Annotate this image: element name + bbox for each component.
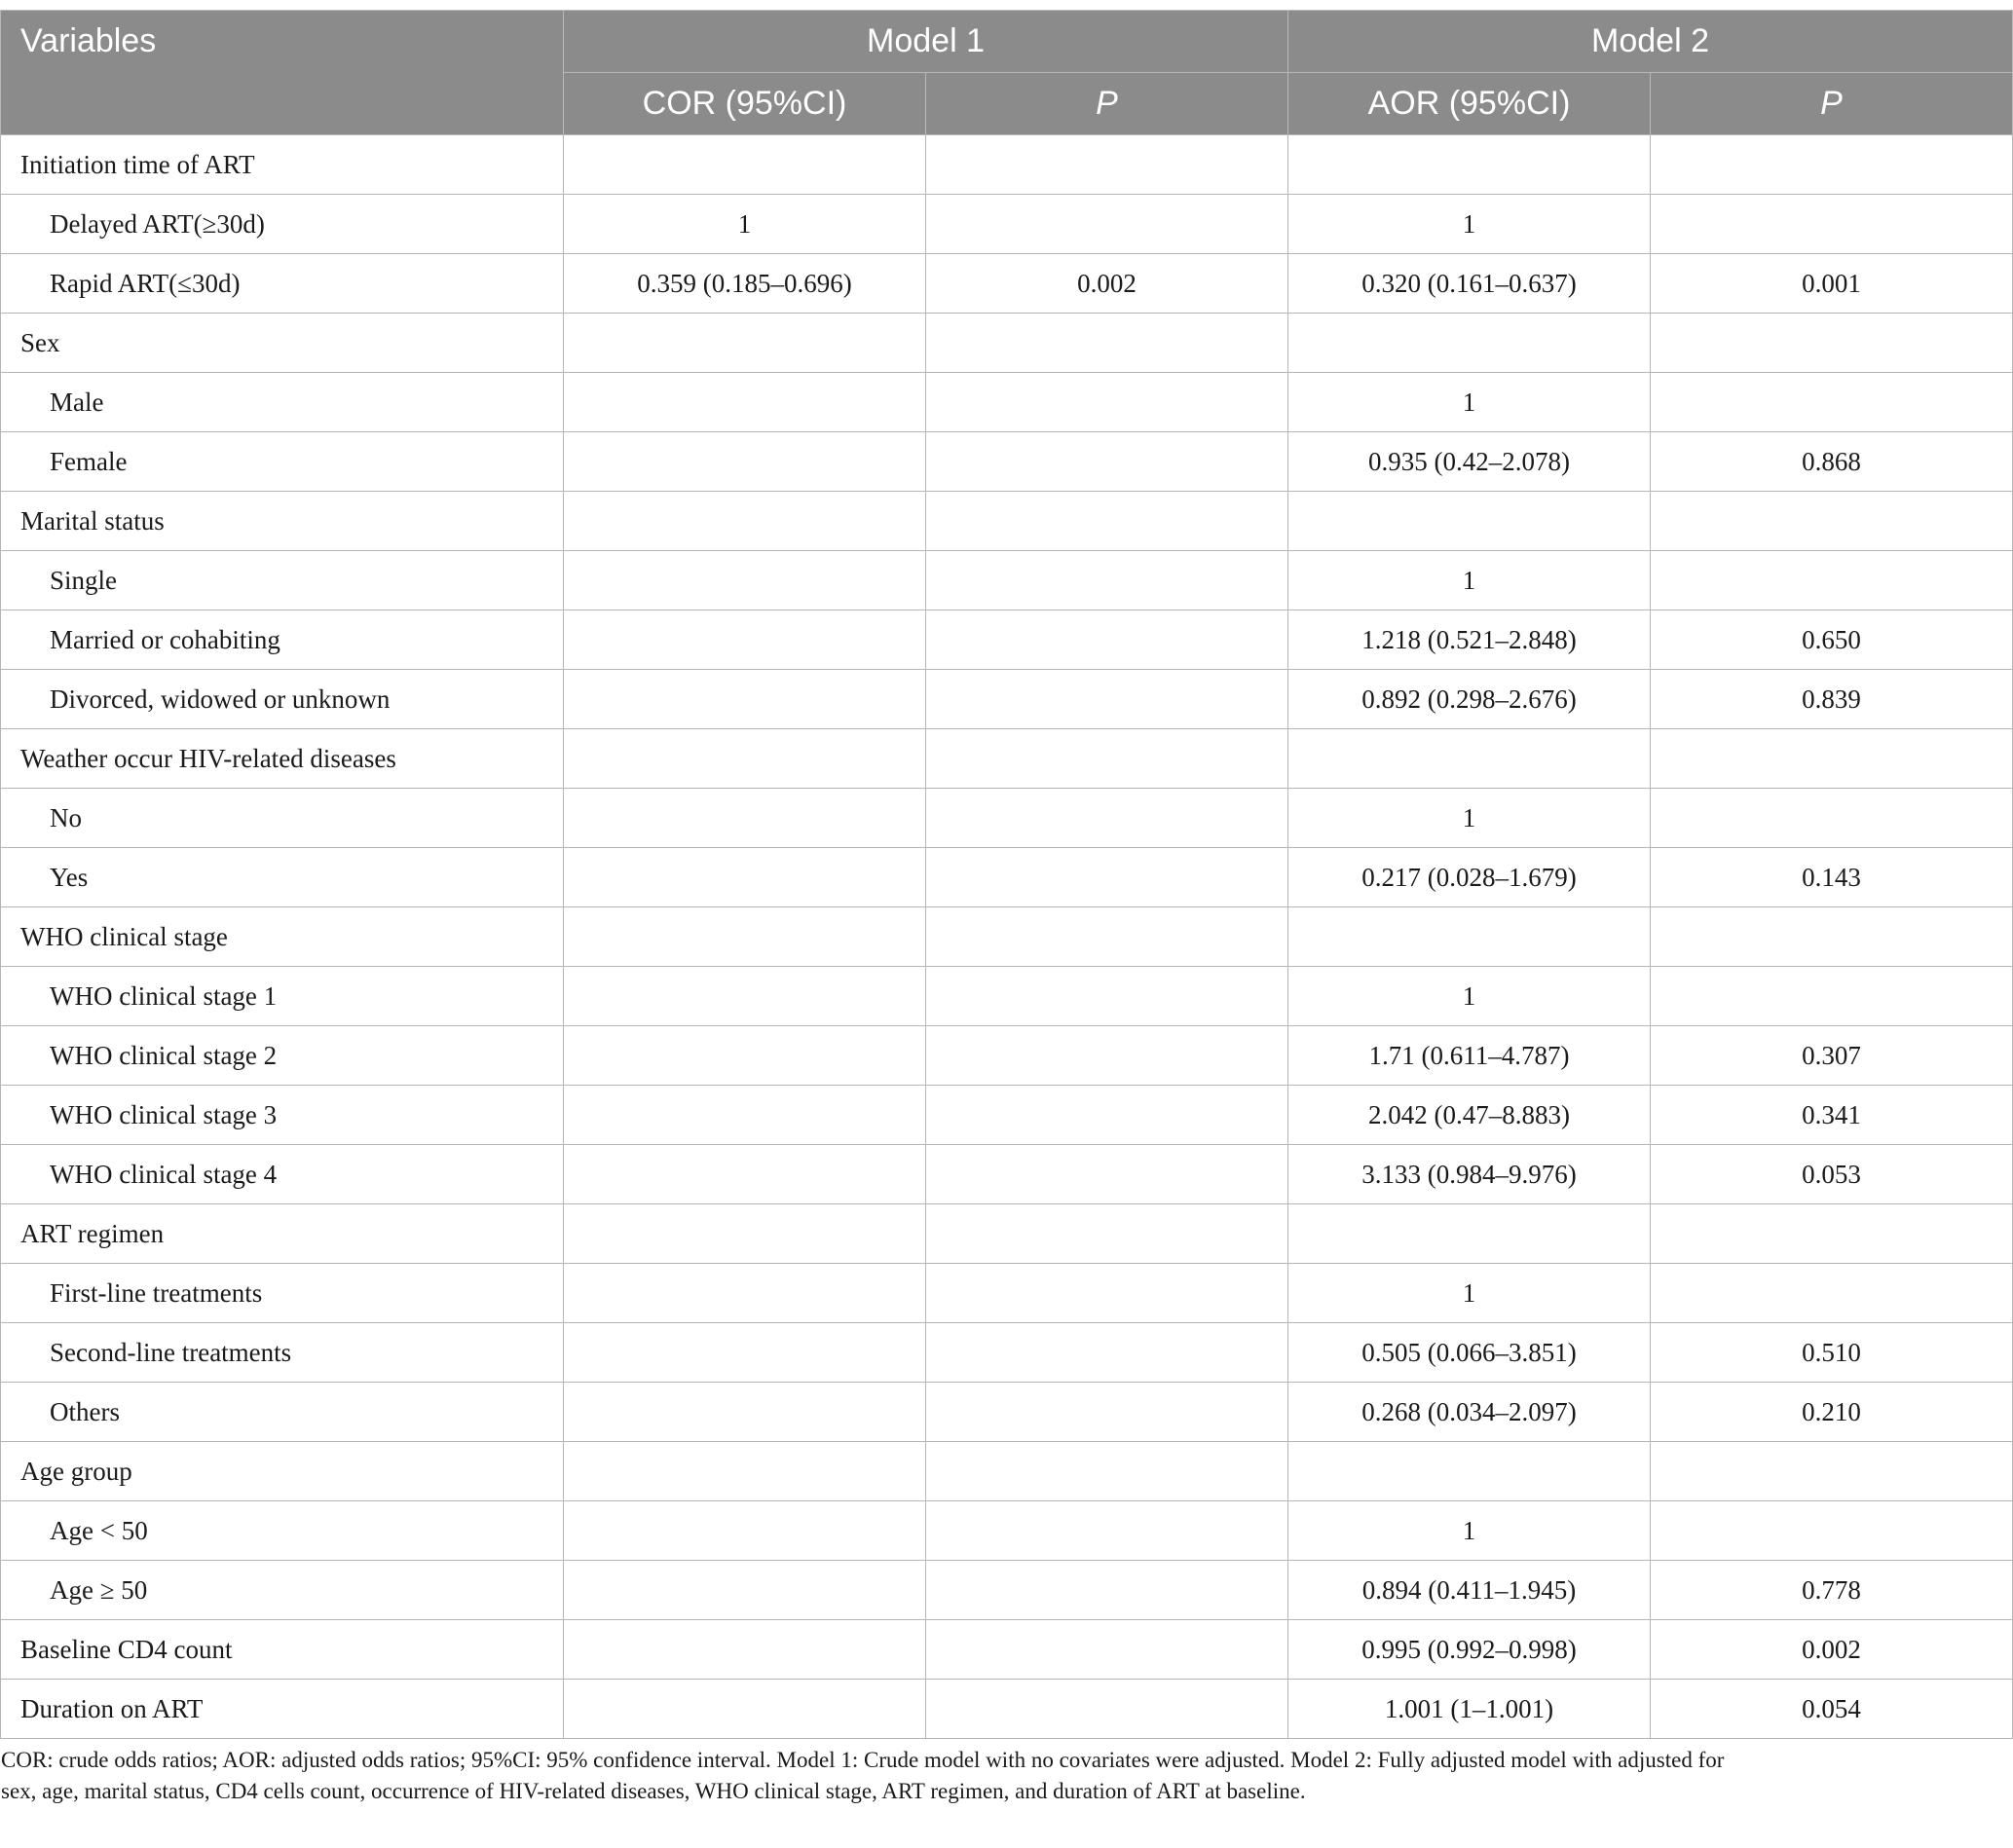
cor-cell [564,373,926,432]
row-label: Age ≥ 50 [1,1561,564,1620]
variables-header: Variables [1,11,564,135]
aor-cell: 1.001 (1–1.001) [1288,1680,1651,1739]
aor-cell: 2.042 (0.47–8.883) [1288,1086,1651,1145]
p-value-cell-model2: 0.341 [1651,1086,2013,1145]
p-value-cell-model1: 0.002 [926,254,1288,314]
aor-cell: 0.892 (0.298–2.676) [1288,670,1651,729]
row-label: Sex [1,314,564,373]
table-row [1,1323,2013,1383]
p-value-cell-model1 [926,1323,1288,1383]
cor-header: COR (95%CI) [564,73,926,135]
cor-cell [564,1264,926,1323]
row-label: Second-line treatments [1,1323,564,1383]
p-value-cell-model1 [926,848,1288,907]
p-value-cell-model1 [926,492,1288,551]
p-value-cell-model2 [1651,1501,2013,1561]
aor-cell: 0.505 (0.066–3.851) [1288,1323,1651,1383]
p-value-cell-model1 [926,1204,1288,1264]
row-label: Duration on ART [1,1680,564,1739]
p-value-cell-model2: 0.143 [1651,848,2013,907]
p-value-header-model2: P [1651,73,2013,135]
aor-cell: 1 [1288,551,1651,610]
aor-cell: 0.320 (0.161–0.637) [1288,254,1651,314]
p-value-cell-model1 [926,1145,1288,1204]
aor-cell [1288,492,1651,551]
p-value-cell-model1 [926,1086,1288,1145]
cor-cell [564,1620,926,1680]
cor-cell [564,1026,926,1086]
p-value-cell-model2 [1651,135,2013,195]
p-value-cell-model1 [926,551,1288,610]
p-value-cell-model2: 0.001 [1651,254,2013,314]
table-row [1,492,2013,551]
aor-header: AOR (95%CI) [1288,73,1651,135]
p-value-cell-model2: 0.778 [1651,1561,2013,1620]
p-value-cell-model1 [926,1620,1288,1680]
p-value-cell-model2 [1651,907,2013,967]
table-row [1,314,2013,373]
row-label: Baseline CD4 count [1,1620,564,1680]
row-label: WHO clinical stage 1 [1,967,564,1026]
aor-cell [1288,1442,1651,1501]
p-value-cell-model1 [926,1026,1288,1086]
row-label: Initiation time of ART [1,135,564,195]
row-label: Marital status [1,492,564,551]
p-value-cell-model1 [926,432,1288,492]
cor-cell [564,1323,926,1383]
table-row [1,373,2013,432]
aor-cell: 1 [1288,373,1651,432]
cor-cell [564,432,926,492]
p-value-cell-model2: 0.839 [1651,670,2013,729]
cor-cell [564,967,926,1026]
table-row [1,1561,2013,1620]
table-row [1,1442,2013,1501]
cor-cell [564,670,926,729]
p-value-cell-model2 [1651,195,2013,254]
aor-cell: 1 [1288,1264,1651,1323]
aor-cell: 1.71 (0.611–4.787) [1288,1026,1651,1086]
row-label: Female [1,432,564,492]
p-value-cell-model1 [926,1383,1288,1442]
cor-cell [564,1086,926,1145]
cor-cell [564,1145,926,1204]
footnote-line-2: sex, age, marital status, CD4 cells count, occurrence of HIV-related diseases, WHO clinical stage, ART regimen, and duration of ART at baseline. [1,1779,1306,1803]
table-body [1,135,2013,1739]
aor-cell: 0.268 (0.034–2.097) [1288,1383,1651,1442]
table-row [1,551,2013,610]
cor-cell [564,551,926,610]
table-row [1,1086,2013,1145]
row-label: Others [1,1383,564,1442]
aor-cell [1288,907,1651,967]
table-row [1,195,2013,254]
table-row [1,670,2013,729]
aor-cell: 1 [1288,1501,1651,1561]
table-row [1,432,2013,492]
cor-cell [564,1680,926,1739]
cor-cell [564,729,926,789]
row-label: WHO clinical stage 3 [1,1086,564,1145]
footnote-line-1: COR: crude odds ratios; AOR: adjusted odds ratios; 95%CI: 95% confidence interval. Model 1: Crude model with no covariates were adjusted. Model 2: Fully adjusted model with adjusted for [1,1748,1725,1772]
aor-cell: 1 [1288,967,1651,1026]
table-row [1,789,2013,848]
aor-cell: 0.217 (0.028–1.679) [1288,848,1651,907]
table-row [1,135,2013,195]
table-row [1,907,2013,967]
p-value-cell-model2: 0.510 [1651,1323,2013,1383]
p-value-cell-model1 [926,729,1288,789]
cor-cell [564,1501,926,1561]
p-value-cell-model1 [926,373,1288,432]
table-header [1,11,2013,135]
table-row [1,254,2013,314]
p-value-cell-model2: 0.054 [1651,1680,2013,1739]
p-value-cell-model2: 0.868 [1651,432,2013,492]
row-label: Married or cohabiting [1,610,564,670]
aor-cell [1288,1204,1651,1264]
p-value-cell-model1 [926,1264,1288,1323]
p-value-cell-model1 [926,610,1288,670]
aor-cell: 0.935 (0.42–2.078) [1288,432,1651,492]
table-row [1,1026,2013,1086]
aor-cell: 0.894 (0.411–1.945) [1288,1561,1651,1620]
table-footnote [0,1745,2007,1807]
aor-cell [1288,314,1651,373]
row-label: Weather occur HIV-related diseases [1,729,564,789]
p-value-cell-model1 [926,907,1288,967]
cor-cell [564,492,926,551]
table-row [1,1680,2013,1739]
table-row [1,1264,2013,1323]
cor-cell: 1 [564,195,926,254]
row-label: First-line treatments [1,1264,564,1323]
row-label: WHO clinical stage [1,907,564,967]
p-value-cell-model2 [1651,492,2013,551]
p-value-cell-model1 [926,314,1288,373]
p-value-cell-model2: 0.002 [1651,1620,2013,1680]
p-value-cell-model2 [1651,373,2013,432]
p-value-cell-model1 [926,967,1288,1026]
table-row [1,1204,2013,1264]
row-label: No [1,789,564,848]
table-row [1,1383,2013,1442]
aor-cell: 1 [1288,789,1651,848]
results-table-container [0,10,2012,1739]
row-label: Male [1,373,564,432]
cor-cell [564,789,926,848]
cor-cell [564,1383,926,1442]
p-value-cell-model1 [926,195,1288,254]
cor-cell [564,848,926,907]
row-label: Age group [1,1442,564,1501]
table-row [1,1145,2013,1204]
cor-cell: 0.359 (0.185–0.696) [564,254,926,314]
p-value-cell-model1 [926,135,1288,195]
aor-cell: 1.218 (0.521–2.848) [1288,610,1651,670]
aor-cell: 1 [1288,195,1651,254]
row-label: Single [1,551,564,610]
table-row [1,729,2013,789]
p-value-cell-model2 [1651,1442,2013,1501]
aor-cell: 0.995 (0.992–0.998) [1288,1620,1651,1680]
p-value-cell-model1 [926,1501,1288,1561]
row-label: Yes [1,848,564,907]
p-value-cell-model1 [926,670,1288,729]
row-label: WHO clinical stage 2 [1,1026,564,1086]
p-value-cell-model2: 0.650 [1651,610,2013,670]
table-row [1,610,2013,670]
p-value-cell-model2 [1651,314,2013,373]
p-value-cell-model1 [926,789,1288,848]
header-row-1 [1,11,2013,73]
cor-cell [564,1204,926,1264]
p-value-cell-model1 [926,1680,1288,1739]
table-row [1,848,2013,907]
cor-cell [564,610,926,670]
p-value-cell-model2: 0.307 [1651,1026,2013,1086]
cor-cell [564,1561,926,1620]
cor-cell [564,1442,926,1501]
row-label: WHO clinical stage 4 [1,1145,564,1204]
row-label: ART regimen [1,1204,564,1264]
aor-cell: 3.133 (0.984–9.976) [1288,1145,1651,1204]
table-row [1,967,2013,1026]
p-value-cell-model2: 0.210 [1651,1383,2013,1442]
p-value-cell-model1 [926,1442,1288,1501]
table-row [1,1620,2013,1680]
cor-cell [564,314,926,373]
row-label: Rapid ART(≤30d) [1,254,564,314]
cor-cell [564,135,926,195]
p-value-cell-model2 [1651,1204,2013,1264]
p-value-cell-model2 [1651,967,2013,1026]
p-value-cell-model2 [1651,551,2013,610]
p-value-header-model1: P [926,73,1288,135]
model2-header: Model 2 [1288,11,2013,73]
table-row [1,1501,2013,1561]
aor-cell [1288,135,1651,195]
p-value-cell-model2 [1651,789,2013,848]
row-label: Divorced, widowed or unknown [1,670,564,729]
p-value-cell-model2 [1651,729,2013,789]
p-value-cell-model1 [926,1561,1288,1620]
model1-header: Model 1 [564,11,1288,73]
p-value-cell-model2: 0.053 [1651,1145,2013,1204]
cor-cell [564,907,926,967]
row-label: Age < 50 [1,1501,564,1561]
p-value-cell-model2 [1651,1264,2013,1323]
regression-results-table [0,10,2013,1739]
row-label: Delayed ART(≥30d) [1,195,564,254]
aor-cell [1288,729,1651,789]
